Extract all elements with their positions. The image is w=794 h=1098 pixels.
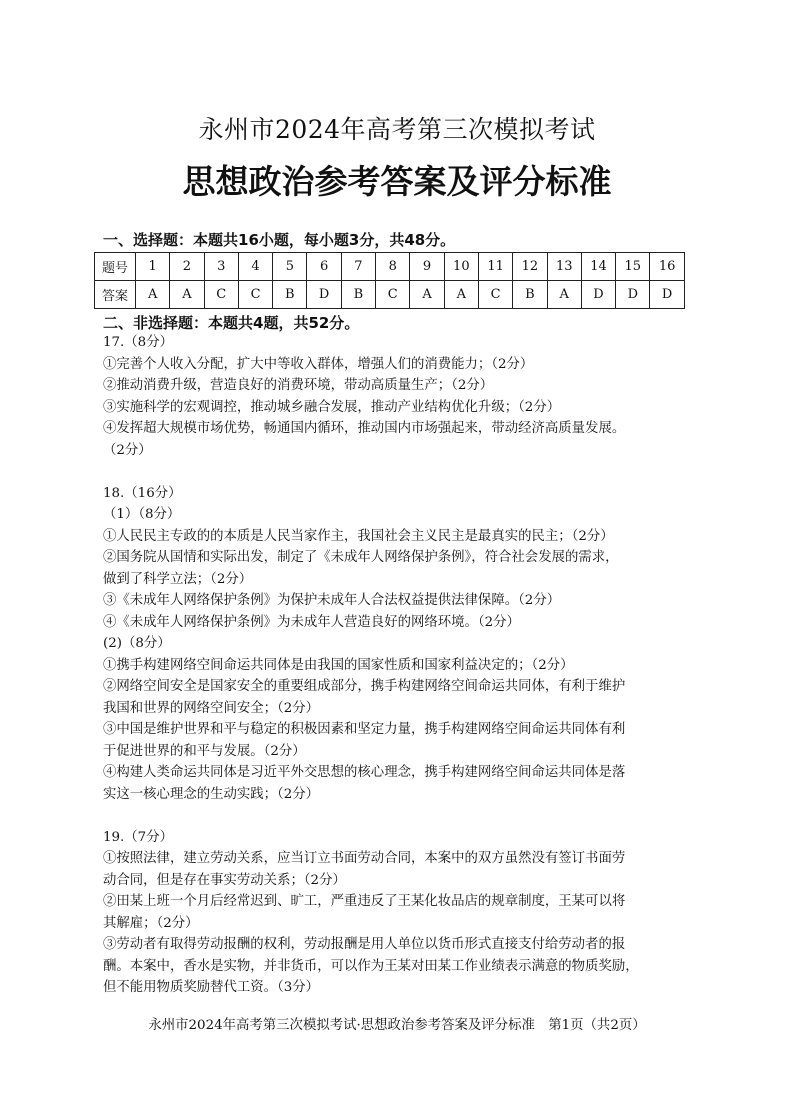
answer-cell: C [204, 281, 238, 309]
answer-cell: D [616, 281, 650, 309]
table-row-numbers [95, 253, 685, 281]
question-number: 3 [204, 253, 238, 281]
answer-cell: A [444, 281, 478, 309]
answer-cell: D [581, 281, 615, 309]
text-line: ④发挥超大规模市场优势，畅通国内循环，推动国内市场强起来，带动经济高质量发展。 [103, 421, 626, 436]
text-line: 做到了科学立法；（2分） [103, 571, 253, 587]
question-number: 7 [341, 253, 375, 281]
text-line: ③《未成年人网络保护条例》为保护未成年人合法权益提供法律保障。（2分） [103, 593, 561, 608]
question-number: 11 [478, 253, 512, 281]
text-line: 我国和世界的网络空间安全；（2分） [103, 700, 320, 716]
question-number: 6 [307, 253, 341, 281]
question-number: 14 [581, 253, 615, 281]
text-line: ②田某上班一个月后经常迟到、旷工，严重违反了王某化妆品店的规章制度，王某可以将 [103, 894, 626, 909]
text-line: ②网络空间安全是国家安全的重要组成部分，携手构建网络空间命运共同体，有利于维护 [103, 679, 626, 694]
question-number: 4 [238, 253, 272, 281]
text-line: ①人民民主专政的的本质是人民当家作主，我国社会主义民主是最真实的民主；（2分） [103, 528, 614, 544]
section2-heading: 二、非选择题：本题共4题，共52分。 [103, 314, 360, 332]
answer-table [94, 252, 685, 309]
text-line: 实这一核心理念的生动实践；（2分） [103, 786, 320, 802]
answer-cell: A [410, 281, 444, 309]
text-line: ④《未成年人网络保护条例》为未成年人营造良好的网络环境。（2分） [103, 614, 520, 630]
answer-cell: A [136, 281, 170, 309]
answer-body [103, 332, 703, 999]
text-line: ③中国是维护世界和平与稳定的积极因素和坚定力量，携手构建网络空间命运共同体有利 [103, 722, 626, 737]
answer-cell: C [376, 281, 410, 309]
blank-line [103, 461, 703, 483]
text-line: 于促进世界的和平与发展。（2分） [103, 743, 306, 759]
text-line: ②国务院从国情和实际出发，制定了《未成年人网络保护条例》，符合社会发展的需求， [103, 550, 619, 565]
page-footer: 永州市2024年高考第三次模拟考试·思想政治参考答案及评分标准 第1页（共2页） [148, 1018, 646, 1033]
table-row-answers [95, 281, 685, 309]
answer-cell: D [307, 281, 341, 309]
text-line: 17.（8分） [103, 335, 173, 350]
answer-cell: C [478, 281, 512, 309]
question-number: 5 [273, 253, 307, 281]
text-line: ④构建人类命运共同体是习近平外交思想的核心理念，携手构建网络空间命运共同体是落 [103, 765, 626, 780]
answer-cell: C [238, 281, 272, 309]
text-line: ①完善个人收入分配，扩大中等收入群体，增强人们的消费能力；（2分） [103, 356, 534, 372]
row-label-answers: 答案 [95, 281, 136, 309]
text-line: 动合同，但是存在事实劳动关系；（2分） [103, 872, 346, 888]
text-line: ③实施科学的宏观调控，推动城乡融合发展，推动产业结构优化升级；（2分） [103, 399, 561, 415]
text-line: ①按照法律，建立劳动关系，应当订立书面劳动合同，本案中的双方虽然没有签订书面劳 [103, 851, 626, 866]
answer-cell: B [513, 281, 547, 309]
question-number: 10 [444, 253, 478, 281]
text-line: 18.（16分） [103, 485, 182, 501]
answer-cell: B [341, 281, 375, 309]
answer-cell: B [273, 281, 307, 309]
exam-title: 永州市2024年高考第三次模拟考试 [198, 115, 596, 144]
text-line: ③劳动者有取得劳动报酬的权利，劳动报酬是用人单位以货币形式直接支付给劳动者的报 [103, 937, 626, 952]
text-line: 其解雇；（2分） [103, 915, 199, 931]
question-number: 1 [136, 253, 170, 281]
text-line: ②推动消费升级，营造良好的消费环境，带动高质量生产；（2分） [103, 378, 494, 393]
blank-line [103, 805, 703, 827]
question-number: 2 [170, 253, 204, 281]
text-line: 19.（7分） [103, 829, 173, 845]
question-number: 12 [513, 253, 547, 281]
row-label-numbers: 题号 [95, 253, 136, 281]
text-line: （1）（8分） [103, 507, 181, 522]
question-number: 16 [650, 253, 684, 281]
question-number: 9 [410, 253, 444, 281]
answer-cell: A [170, 281, 204, 309]
section1-heading: 一、选择题：本题共16小题，每小题3分，共48分。 [103, 231, 456, 249]
answer-cell: D [650, 281, 684, 309]
answer-cell: A [547, 281, 581, 309]
text-line: ①携手构建网络空间命运共同体是由我国的国家性质和国家利益决定的；（2分） [103, 657, 574, 673]
text-line: (2)（8分） [103, 636, 171, 651]
question-number: 8 [376, 253, 410, 281]
document-subtitle: 思想政治参考答案及评分标准 [182, 162, 612, 201]
text-line: 但不能用物质奖励替代工资。（3分） [103, 980, 320, 995]
text-line: （2分） [103, 442, 152, 458]
question-number: 13 [547, 253, 581, 281]
text-line: 酬。本案中，香水是实物，并非货币，可以作为王某对田某工作业绩表示满意的物质奖励， [103, 958, 639, 974]
question-number: 15 [616, 253, 650, 281]
